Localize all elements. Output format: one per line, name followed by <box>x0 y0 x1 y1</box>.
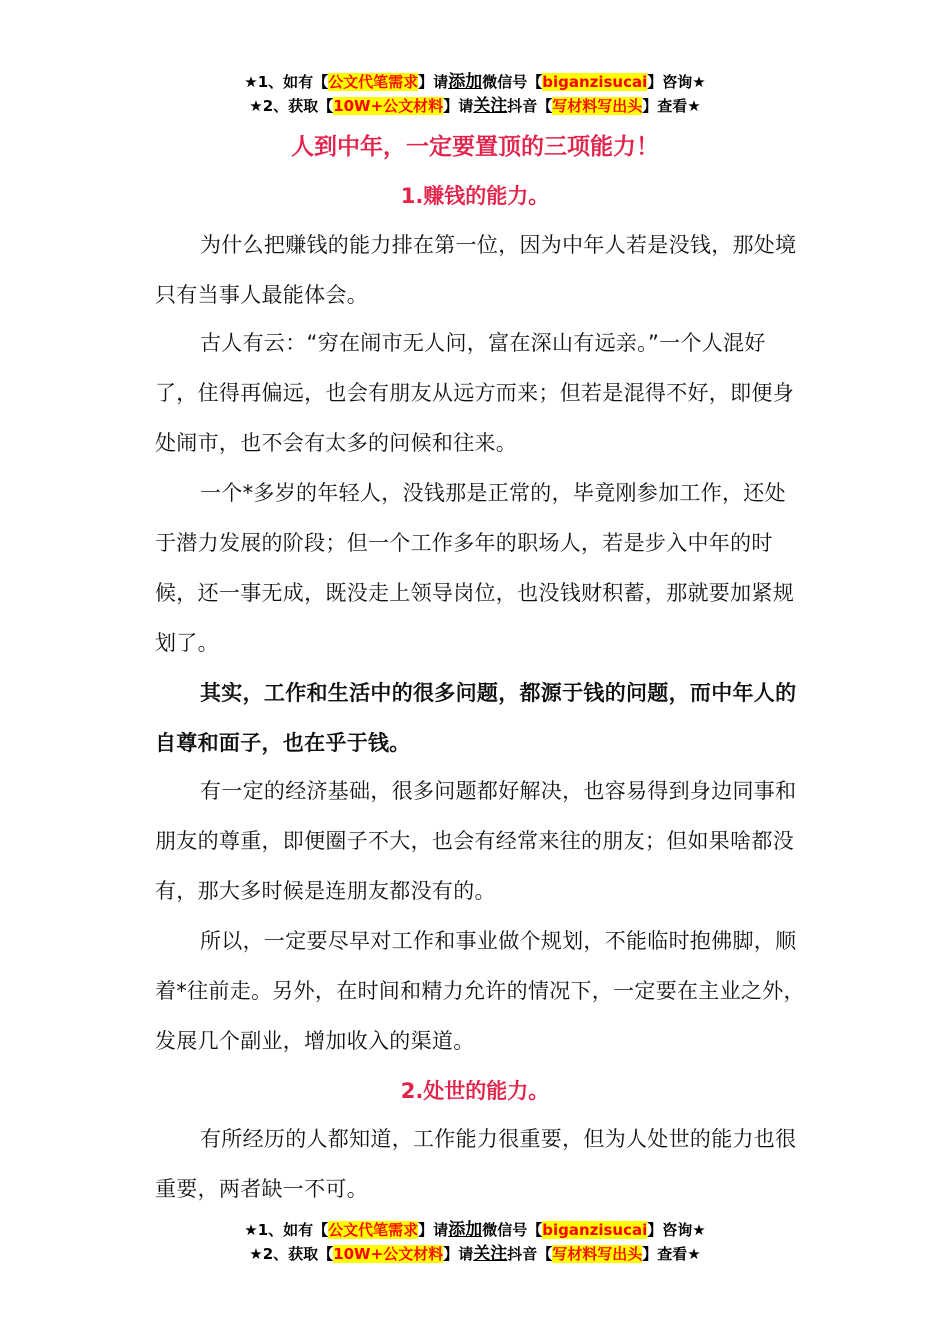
banner-highlight: 10W+公文材料 <box>333 1245 444 1263</box>
banner-text: 】查看★ <box>642 97 701 115</box>
banner-emphasis: 添加 <box>448 1220 483 1240</box>
section-heading-2: 2.处世的能力。 <box>400 1079 550 1103</box>
promo-banner-bottom-line1 <box>0 1218 950 1242</box>
banner-emphasis: 关注 <box>473 1244 508 1264</box>
banner-text: ★2、获取【 <box>249 1245 334 1263</box>
paragraph-2: 古人有云：“穷在闹市无人问，富在深山有远亲。”一个人混好了，住得再偏远，也会有朋友从远方而来；但若是混得不好，即便身处闹市，也不会有太多的问候和往来。 <box>155 331 794 455</box>
banner-text: 抖音【 <box>507 1245 553 1263</box>
promo-banner-top-line2 <box>0 94 950 118</box>
paragraph-7: 有所经历的人都知道，工作能力很重要，但为人处世的能力也很重要，两者缺一不可。 <box>155 1127 797 1201</box>
paragraph-3: 一个*多岁的年轻人，没钱那是正常的，毕竟刚参加工作，还处于潜力发展的阶段；但一个工作多年的职场人，若是步入中年的时候，还一事无成，既没走上领导岗位，也没钱财积蓄，那就要加紧规划了。 <box>155 481 794 655</box>
paragraph-4-emphasis: 其实，工作和生活中的很多问题，都源于钱的问题，而中年人的自尊和面子，也在乎于钱。 <box>155 681 797 755</box>
paragraph-6: 所以，一定要尽早对工作和事业做个规划，不能临时抱佛脚，顺着*往前走。另外，在时间和精力允许的情况下，一定要在主业之外，发展几个副业，增加收入的渠道。 <box>155 929 805 1053</box>
banner-emphasis: 添加 <box>448 72 483 92</box>
douyin-account: 写材料写出头 <box>552 97 643 115</box>
banner-text: 】请 <box>443 1245 474 1263</box>
banner-text: 】请 <box>418 1221 449 1239</box>
banner-text: ★2、获取【 <box>249 97 334 115</box>
promo-banner-bottom-line2 <box>0 1242 950 1266</box>
paragraph-5: 有一定的经济基础，很多问题都好解决，也容易得到身边同事和朋友的尊重，即便圈子不大，也会有经常来往的朋友；但如果啥都没有，那大多时候是连朋友都没有的。 <box>155 779 797 903</box>
banner-highlight: 公文代笔需求 <box>328 73 419 91</box>
banner-text: ★1、如有【 <box>244 1221 329 1239</box>
banner-text: 抖音【 <box>507 97 553 115</box>
banner-highlight: 10W+公文材料 <box>333 97 444 115</box>
banner-text: 】查看★ <box>642 1245 701 1263</box>
banner-text: 微信号【 <box>482 1221 543 1239</box>
banner-text: 】请 <box>418 73 449 91</box>
banner-emphasis: 关注 <box>473 96 508 116</box>
section-heading-1: 1.赚钱的能力。 <box>400 184 550 208</box>
wechat-id: biganzisucai <box>542 1221 648 1239</box>
banner-text: 微信号【 <box>482 73 543 91</box>
article-title: 人到中年，一定要置顶的三项能力！ <box>291 134 659 160</box>
banner-text: 】咨询★ <box>647 73 706 91</box>
banner-highlight: 公文代笔需求 <box>328 1221 419 1239</box>
banner-text: ★1、如有【 <box>244 73 329 91</box>
banner-text: 】请 <box>443 97 474 115</box>
douyin-account: 写材料写出头 <box>552 1245 643 1263</box>
paragraph-1: 为什么把赚钱的能力排在第一位，因为中年人若是没钱，那处境只有当事人最能体会。 <box>155 233 797 307</box>
promo-banner-top-line1 <box>0 70 950 94</box>
wechat-id: biganzisucai <box>542 73 648 91</box>
banner-text: 】咨询★ <box>647 1221 706 1239</box>
